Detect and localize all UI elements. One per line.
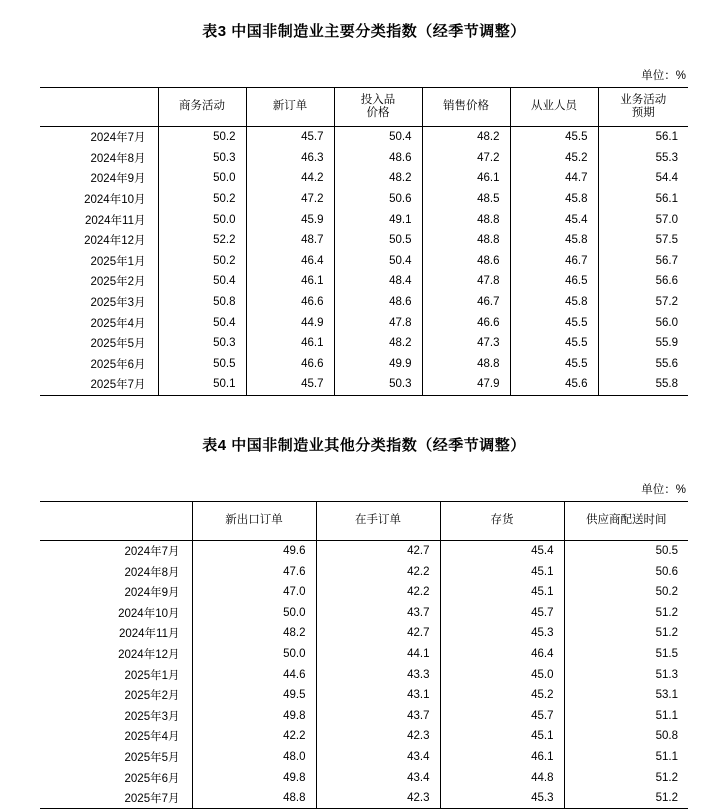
cell-backlog-orders: 44.1 (316, 644, 440, 665)
cell-input-prices: 48.2 (334, 333, 422, 354)
row-label: 2025年3月 (90, 297, 146, 310)
cell-business-activity: 52.2 (158, 230, 246, 251)
row-label: 2024年9月 (90, 173, 146, 186)
cell-employment: 45.6 (510, 374, 598, 395)
table3-col-input-prices-line1: 投入品 (360, 93, 396, 106)
cell-new-orders: 46.4 (246, 251, 334, 272)
row-label: 2025年6月 (90, 358, 146, 371)
cell-new-export-orders: 49.5 (192, 685, 316, 706)
row-label: 2024年8月 (124, 566, 180, 579)
cell-sales-prices: 47.9 (422, 374, 510, 395)
cell-new-export-orders: 42.2 (192, 726, 316, 747)
cell-new-export-orders: 50.0 (192, 603, 316, 624)
cell-supplier-delivery-time: 51.2 (564, 603, 688, 624)
row-label: 2025年4月 (124, 731, 180, 744)
table4-unit-label: 单位：% (641, 483, 686, 496)
table-row (40, 603, 688, 624)
cell-sales-prices: 48.2 (422, 127, 510, 148)
cell-inventory: 45.3 (440, 788, 564, 809)
row-label: 2025年3月 (124, 710, 180, 723)
table-row (40, 788, 688, 809)
cell-employment: 44.7 (510, 168, 598, 189)
cell-new-orders: 46.1 (246, 333, 334, 354)
cell-sales-prices: 48.8 (422, 354, 510, 375)
table-row (40, 354, 688, 375)
table-row (40, 726, 688, 747)
cell-input-prices: 50.5 (334, 230, 422, 251)
cell-new-orders: 46.1 (246, 271, 334, 292)
cell-new-export-orders: 48.8 (192, 788, 316, 809)
table-row (40, 623, 688, 644)
cell-backlog-orders: 42.3 (316, 726, 440, 747)
table3-block (0, 0, 728, 396)
cell-inventory: 44.8 (440, 767, 564, 788)
cell-backlog-orders: 42.2 (316, 582, 440, 603)
table3-col-expectations-line1: 业务活动 (620, 93, 667, 106)
cell-expectations: 57.0 (598, 209, 688, 230)
cell-supplier-delivery-time: 51.2 (564, 767, 688, 788)
cell-expectations: 56.6 (598, 271, 688, 292)
cell-inventory: 45.1 (440, 726, 564, 747)
table-row (40, 168, 688, 189)
row-label: 2024年7月 (124, 546, 180, 559)
cell-new-orders: 45.9 (246, 209, 334, 230)
table-row (40, 561, 688, 582)
cell-sales-prices: 46.6 (422, 312, 510, 333)
table-row (40, 230, 688, 251)
cell-employment: 45.5 (510, 127, 598, 148)
table3-col-expectations (598, 88, 688, 127)
cell-backlog-orders: 42.7 (316, 623, 440, 644)
row-label: 2025年2月 (124, 690, 180, 703)
cell-supplier-delivery-time: 51.3 (564, 664, 688, 685)
table3-title: 表3 中国非制造业主要分类指数（经季节调整） (202, 23, 526, 40)
cell-backlog-orders: 42.2 (316, 561, 440, 582)
cell-input-prices: 50.4 (334, 127, 422, 148)
table-row (40, 148, 688, 169)
cell-employment: 45.8 (510, 292, 598, 313)
table-row (40, 292, 688, 313)
cell-new-export-orders: 49.8 (192, 767, 316, 788)
cell-input-prices: 48.4 (334, 271, 422, 292)
cell-employment: 45.5 (510, 333, 598, 354)
table-row (40, 209, 688, 230)
table-row (40, 705, 688, 726)
table3-body (40, 127, 688, 396)
table-row (40, 685, 688, 706)
cell-new-orders: 45.7 (246, 127, 334, 148)
cell-employment: 45.5 (510, 312, 598, 333)
cell-new-orders: 46.3 (246, 148, 334, 169)
cell-new-orders: 44.9 (246, 312, 334, 333)
cell-business-activity: 50.8 (158, 292, 246, 313)
row-label: 2024年7月 (90, 132, 146, 145)
cell-expectations: 56.0 (598, 312, 688, 333)
cell-expectations: 55.9 (598, 333, 688, 354)
cell-new-orders: 48.7 (246, 230, 334, 251)
cell-business-activity: 50.2 (158, 251, 246, 272)
table-row (40, 374, 688, 395)
cell-new-orders: 46.6 (246, 292, 334, 313)
cell-inventory: 45.1 (440, 582, 564, 603)
cell-supplier-delivery-time: 50.5 (564, 540, 688, 561)
table-row (40, 540, 688, 561)
cell-supplier-delivery-time: 51.1 (564, 705, 688, 726)
cell-business-activity: 50.5 (158, 354, 246, 375)
cell-expectations: 55.3 (598, 148, 688, 169)
table3-corner-cell (40, 88, 158, 127)
table3-header-row (40, 88, 688, 127)
cell-new-orders: 47.2 (246, 189, 334, 210)
cell-new-export-orders: 44.6 (192, 664, 316, 685)
cell-sales-prices: 48.5 (422, 189, 510, 210)
cell-employment: 45.8 (510, 230, 598, 251)
cell-expectations: 54.4 (598, 168, 688, 189)
row-label: 2025年5月 (124, 751, 180, 764)
table4-title: 表4 中国非制造业其他分类指数（经季节调整） (202, 436, 526, 454)
cell-sales-prices: 47.8 (422, 271, 510, 292)
cell-backlog-orders: 43.7 (316, 705, 440, 726)
row-label: 2024年11月 (84, 214, 146, 227)
cell-inventory: 45.1 (440, 561, 564, 582)
table-row (40, 767, 688, 788)
row-label: 2024年9月 (124, 587, 180, 600)
table-row (40, 127, 688, 148)
cell-expectations: 56.1 (598, 127, 688, 148)
cell-expectations: 56.7 (598, 251, 688, 272)
row-label: 2024年12月 (118, 648, 180, 661)
table-row (40, 312, 688, 333)
row-label: 2025年2月 (90, 276, 146, 289)
row-label: 2024年11月 (118, 628, 180, 641)
cell-new-orders: 45.7 (246, 374, 334, 395)
cell-backlog-orders: 43.3 (316, 664, 440, 685)
row-label: 2025年5月 (90, 338, 146, 351)
row-label: 2024年12月 (84, 235, 146, 248)
row-label: 2025年4月 (90, 317, 146, 330)
cell-new-export-orders: 49.6 (192, 540, 316, 561)
cell-backlog-orders: 43.1 (316, 685, 440, 706)
cell-supplier-delivery-time: 51.1 (564, 747, 688, 768)
cell-backlog-orders: 43.4 (316, 767, 440, 788)
table-row (40, 664, 688, 685)
cell-employment: 46.7 (510, 251, 598, 272)
table4-col-backlog-orders: 在手订单 (316, 501, 440, 540)
cell-input-prices: 48.2 (334, 168, 422, 189)
cell-sales-prices: 48.8 (422, 230, 510, 251)
table4-block (0, 412, 728, 809)
cell-supplier-delivery-time: 53.1 (564, 685, 688, 706)
cell-sales-prices: 47.3 (422, 333, 510, 354)
table4-col-inventory: 存货 (440, 501, 564, 540)
cell-employment: 45.8 (510, 189, 598, 210)
table4-col-supplier-delivery-time: 供应商配送时间 (564, 501, 688, 540)
cell-supplier-delivery-time: 50.8 (564, 726, 688, 747)
cell-expectations: 55.6 (598, 354, 688, 375)
table4 (40, 501, 688, 809)
table3-unit-label: 单位：% (641, 70, 686, 82)
cell-inventory: 45.0 (440, 664, 564, 685)
cell-new-export-orders: 49.8 (192, 705, 316, 726)
cell-sales-prices: 48.8 (422, 209, 510, 230)
cell-business-activity: 50.4 (158, 271, 246, 292)
cell-inventory: 45.7 (440, 603, 564, 624)
cell-input-prices: 47.8 (334, 312, 422, 333)
cell-input-prices: 48.6 (334, 292, 422, 313)
cell-employment: 46.5 (510, 271, 598, 292)
cell-sales-prices: 46.1 (422, 168, 510, 189)
table-row (40, 251, 688, 272)
table3 (40, 87, 688, 396)
table-row (40, 582, 688, 603)
cell-inventory: 45.4 (440, 540, 564, 561)
cell-inventory: 45.7 (440, 705, 564, 726)
cell-employment: 45.2 (510, 148, 598, 169)
cell-inventory: 45.3 (440, 623, 564, 644)
row-label: 2025年6月 (124, 772, 180, 785)
cell-supplier-delivery-time: 50.6 (564, 561, 688, 582)
cell-business-activity: 50.0 (158, 209, 246, 230)
cell-business-activity: 50.3 (158, 148, 246, 169)
cell-expectations: 55.8 (598, 374, 688, 395)
cell-new-export-orders: 50.0 (192, 644, 316, 665)
cell-sales-prices: 46.7 (422, 292, 510, 313)
table-row (40, 747, 688, 768)
cell-new-export-orders: 48.0 (192, 747, 316, 768)
cell-inventory: 45.2 (440, 685, 564, 706)
cell-backlog-orders: 43.7 (316, 603, 440, 624)
row-label: 2025年1月 (90, 255, 146, 268)
cell-input-prices: 48.6 (334, 148, 422, 169)
cell-new-orders: 46.6 (246, 354, 334, 375)
table3-col-input-prices-line2: 价格 (366, 107, 390, 119)
table-row (40, 333, 688, 354)
row-label: 2024年8月 (90, 152, 146, 165)
cell-supplier-delivery-time: 51.2 (564, 788, 688, 809)
cell-business-activity: 50.3 (158, 333, 246, 354)
cell-employment: 45.4 (510, 209, 598, 230)
table3-col-business-activity: 商务活动 (158, 88, 246, 127)
cell-business-activity: 50.4 (158, 312, 246, 333)
table4-header-row (40, 501, 688, 540)
table3-head (40, 88, 688, 127)
cell-input-prices: 49.9 (334, 354, 422, 375)
row-label: 2025年7月 (40, 374, 158, 395)
cell-new-orders: 44.2 (246, 168, 334, 189)
cell-expectations: 57.2 (598, 292, 688, 313)
table-row (40, 644, 688, 665)
row-label: 2025年7月 (40, 788, 192, 809)
cell-sales-prices: 47.2 (422, 148, 510, 169)
cell-supplier-delivery-time: 51.5 (564, 644, 688, 665)
cell-expectations: 56.1 (598, 189, 688, 210)
table4-corner-cell (40, 501, 192, 540)
table4-body (40, 540, 688, 809)
cell-new-export-orders: 48.2 (192, 623, 316, 644)
cell-backlog-orders: 43.4 (316, 747, 440, 768)
table3-col-sales-prices: 销售价格 (422, 88, 510, 127)
row-label: 2024年10月 (84, 194, 146, 207)
cell-input-prices: 50.3 (334, 374, 422, 395)
table3-col-expectations-line2: 预期 (631, 107, 655, 119)
cell-business-activity: 50.0 (158, 168, 246, 189)
cell-input-prices: 50.4 (334, 251, 422, 272)
table-row (40, 189, 688, 210)
table3-col-employment: 从业人员 (510, 88, 598, 127)
table4-head (40, 501, 688, 540)
cell-inventory: 46.4 (440, 644, 564, 665)
table-row (40, 271, 688, 292)
cell-employment: 45.5 (510, 354, 598, 375)
cell-new-export-orders: 47.6 (192, 561, 316, 582)
cell-inventory: 46.1 (440, 747, 564, 768)
cell-backlog-orders: 42.3 (316, 788, 440, 809)
cell-supplier-delivery-time: 50.2 (564, 582, 688, 603)
cell-input-prices: 50.6 (334, 189, 422, 210)
cell-expectations: 57.5 (598, 230, 688, 251)
cell-sales-prices: 48.6 (422, 251, 510, 272)
table3-col-new-orders: 新订单 (246, 88, 334, 127)
row-label: 2025年1月 (124, 669, 180, 682)
cell-new-export-orders: 47.0 (192, 582, 316, 603)
cell-business-activity: 50.1 (158, 374, 246, 395)
cell-backlog-orders: 42.7 (316, 540, 440, 561)
cell-business-activity: 50.2 (158, 127, 246, 148)
table3-col-input-prices (334, 88, 422, 127)
cell-supplier-delivery-time: 51.2 (564, 623, 688, 644)
table4-col-new-export-orders: 新出口订单 (192, 501, 316, 540)
cell-input-prices: 49.1 (334, 209, 422, 230)
cell-business-activity: 50.2 (158, 189, 246, 210)
row-label: 2024年10月 (118, 607, 180, 620)
